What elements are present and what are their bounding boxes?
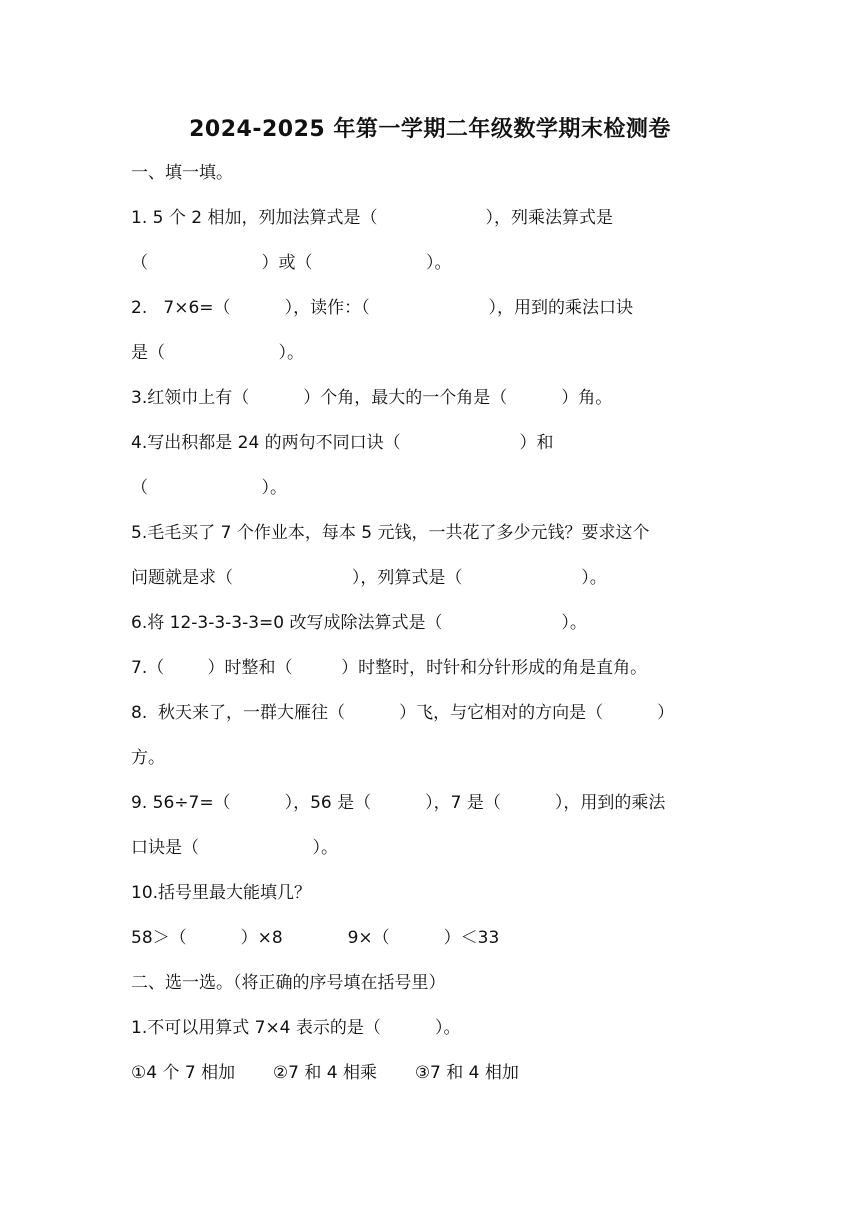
question-line: 6.将 12-3-3-3-3=0 改写成除法算式是（ ）。 [131,613,587,633]
question-line: 58＞（ ）×8 9×（ ）＜33 [131,928,500,948]
section-heading-choice: 二、选一选。（将正确的序号填在括号里） [131,973,446,993]
question-line: （ ）或（ ）。 [131,253,452,273]
question-line: 3.红领巾上有（ ）个角，最大的一个角是（ ）角。 [131,388,613,408]
answer-options: ①4 个 7 相加 ②7 和 4 相乘 ③7 和 4 相加 [131,1063,519,1083]
question-line: 口诀是（ ）。 [131,838,338,858]
question-line: 是（ ）。 [131,343,304,363]
question-line: 1. 5 个 2 相加，列加法算式是（ ），列乘法算式是 [131,208,614,228]
section-heading-fill: 一、填一填。 [131,163,233,183]
question-line: （ ）。 [131,478,287,498]
question-line: 8. 秋天来了，一群大雁往（ ）飞，与它相对的方向是（ ） [131,703,675,723]
question-line: 问题就是求（ ），列算式是（ ）。 [131,568,607,588]
exam-title: 2024-2025 年第一学期二年级数学期末检测卷 [189,117,671,142]
question-line: 9. 56÷7=（ ），56 是（ ），7 是（ ），用到的乘法 [131,793,666,813]
question-line: 7.（ ）时整和（ ）时整时，时针和分针形成的角是直角。 [131,658,648,678]
question-line: 方。 [131,748,165,768]
question-line: 2. 7×6=（ ），读作：（ ），用到的乘法口诀 [131,298,633,318]
question-line: 5.毛毛买了 7 个作业本，每本 5 元钱，一共花了多少元钱？要求这个 [131,523,650,543]
question-line: 4.写出积都是 24 的两句不同口诀（ ）和 [131,433,554,453]
question-line: 10.括号里最大能填几？ [131,883,312,903]
question-line: 1.不可以用算式 7×4 表示的是（ ）。 [131,1018,461,1038]
